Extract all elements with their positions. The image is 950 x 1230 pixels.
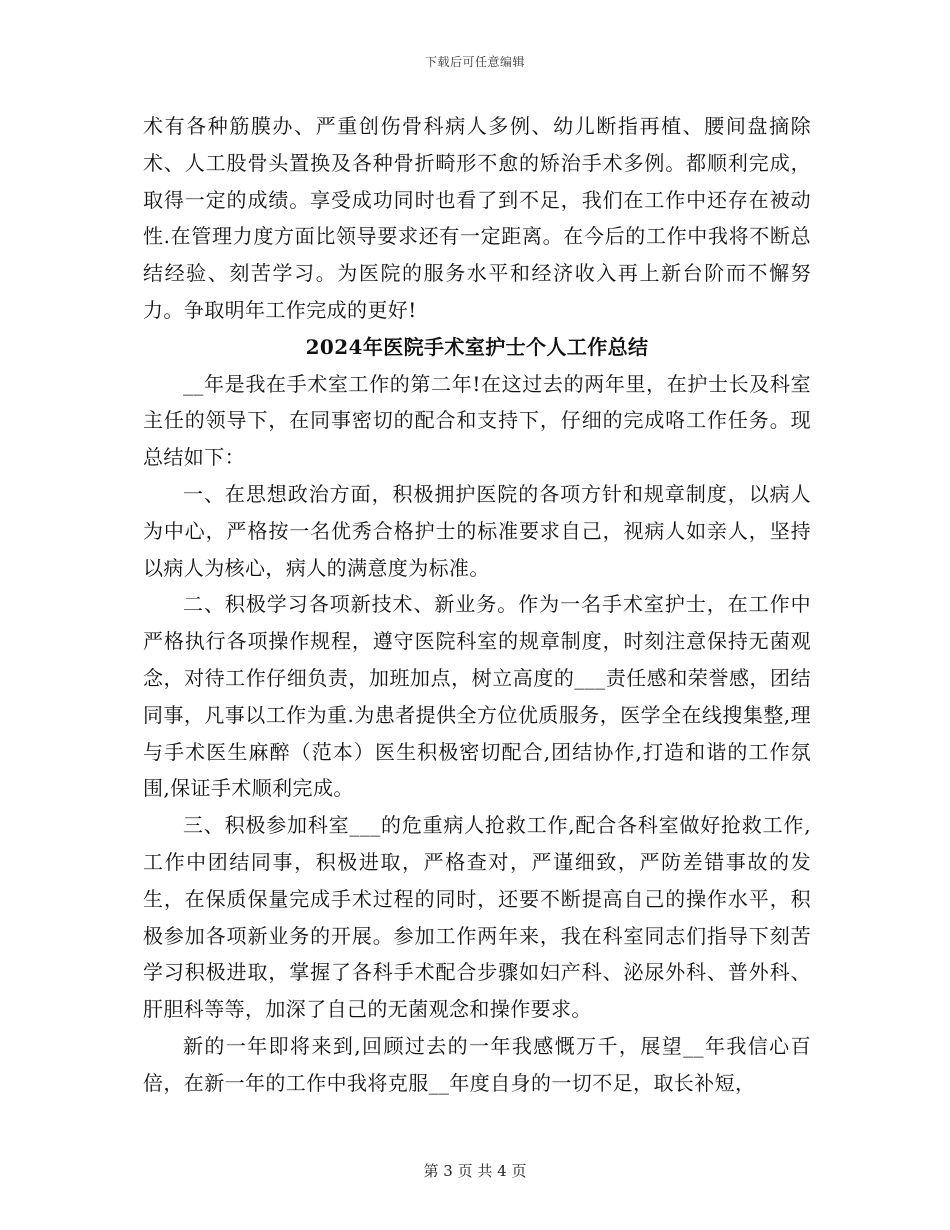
paragraph-outlook: 新的一年即将来到,回顾过去的一年我感慨万千，展望__年我信心百倍，在新一年的工作中我将克服__年度自身的一切不足，取长补短，	[143, 1033, 811, 1095]
paragraph-intro: __年是我在手术室工作的第二年!在这过去的两年里，在护士长及科室主任的领导下，在同事密切的配合和支持下，仔细的完成咯工作任务。现总结如下：	[143, 371, 811, 470]
document-title: 2024年医院手术室护士个人工作总结	[305, 334, 649, 359]
paragraph-section-1: 一、在思想政治方面，积极拥护医院的各项方针和规章制度，以病人为中心，严格按一名优秀合格护士的标准要求自己，视病人如亲人，坚持以病人为核心，病人的满意度为标准。	[143, 481, 811, 580]
document-body	[143, 108, 811, 1102]
continuation-paragraph: 术有各种筋膜办、严重创伤骨科病人多例、幼儿断指再植、腰间盘摘除术、人工股骨头置换及各种骨折畸形不愈的矫治手术多例。都顺利完成，取得一定的成绩。享受成功同时也看了到不足，我们在工作中还存在被动性.在管理力度方面比领导要求还有一定距离。在今后的工作中我将不断总结经验、刻苦学习。为医院的服务水平和经济收入再上新台阶而不懈努力。争取明年工作完成的更好!	[143, 114, 811, 322]
header-note: 下载后可任意编辑	[424, 55, 525, 69]
paragraph-section-2: 二、积极学习各项新技术、新业务。作为一名手术室护士，在工作中严格执行各项操作规程，遵守医院科室的规章制度，时刻注意保持无菌观念，对待工作仔细负责，加班加点，树立高度的___责任感和荣誉感，团结同事，凡事以工作为重.为患者提供全方位优质服务，医学全在线搜集整,理与手术医生麻醉（范本）医生积极密切配合,团结协作,打造和谐的工作氛围,保证手术顺利完成。	[143, 592, 811, 801]
paragraph-section-3: 三、积极参加科室___的危重病人抢救工作,配合各科室做好抢救工作,工作中团结同事，积极进取，严格查对，严谨细致，严防差错事故的发生，在保质保量完成手术过程的同时，还要不断提高自己的操作水平，积极参加各项新业务的开展。参加工作两年来，我在科室同志们指导下刻苦学习积极进取，掌握了各科手术配合步骤如妇产科、泌尿外科、普外科、肝胆科等等，加深了自己的无菌观念和操作要求。	[143, 813, 811, 1022]
page-number: 第 3 页 共 4 页	[423, 1162, 527, 1180]
